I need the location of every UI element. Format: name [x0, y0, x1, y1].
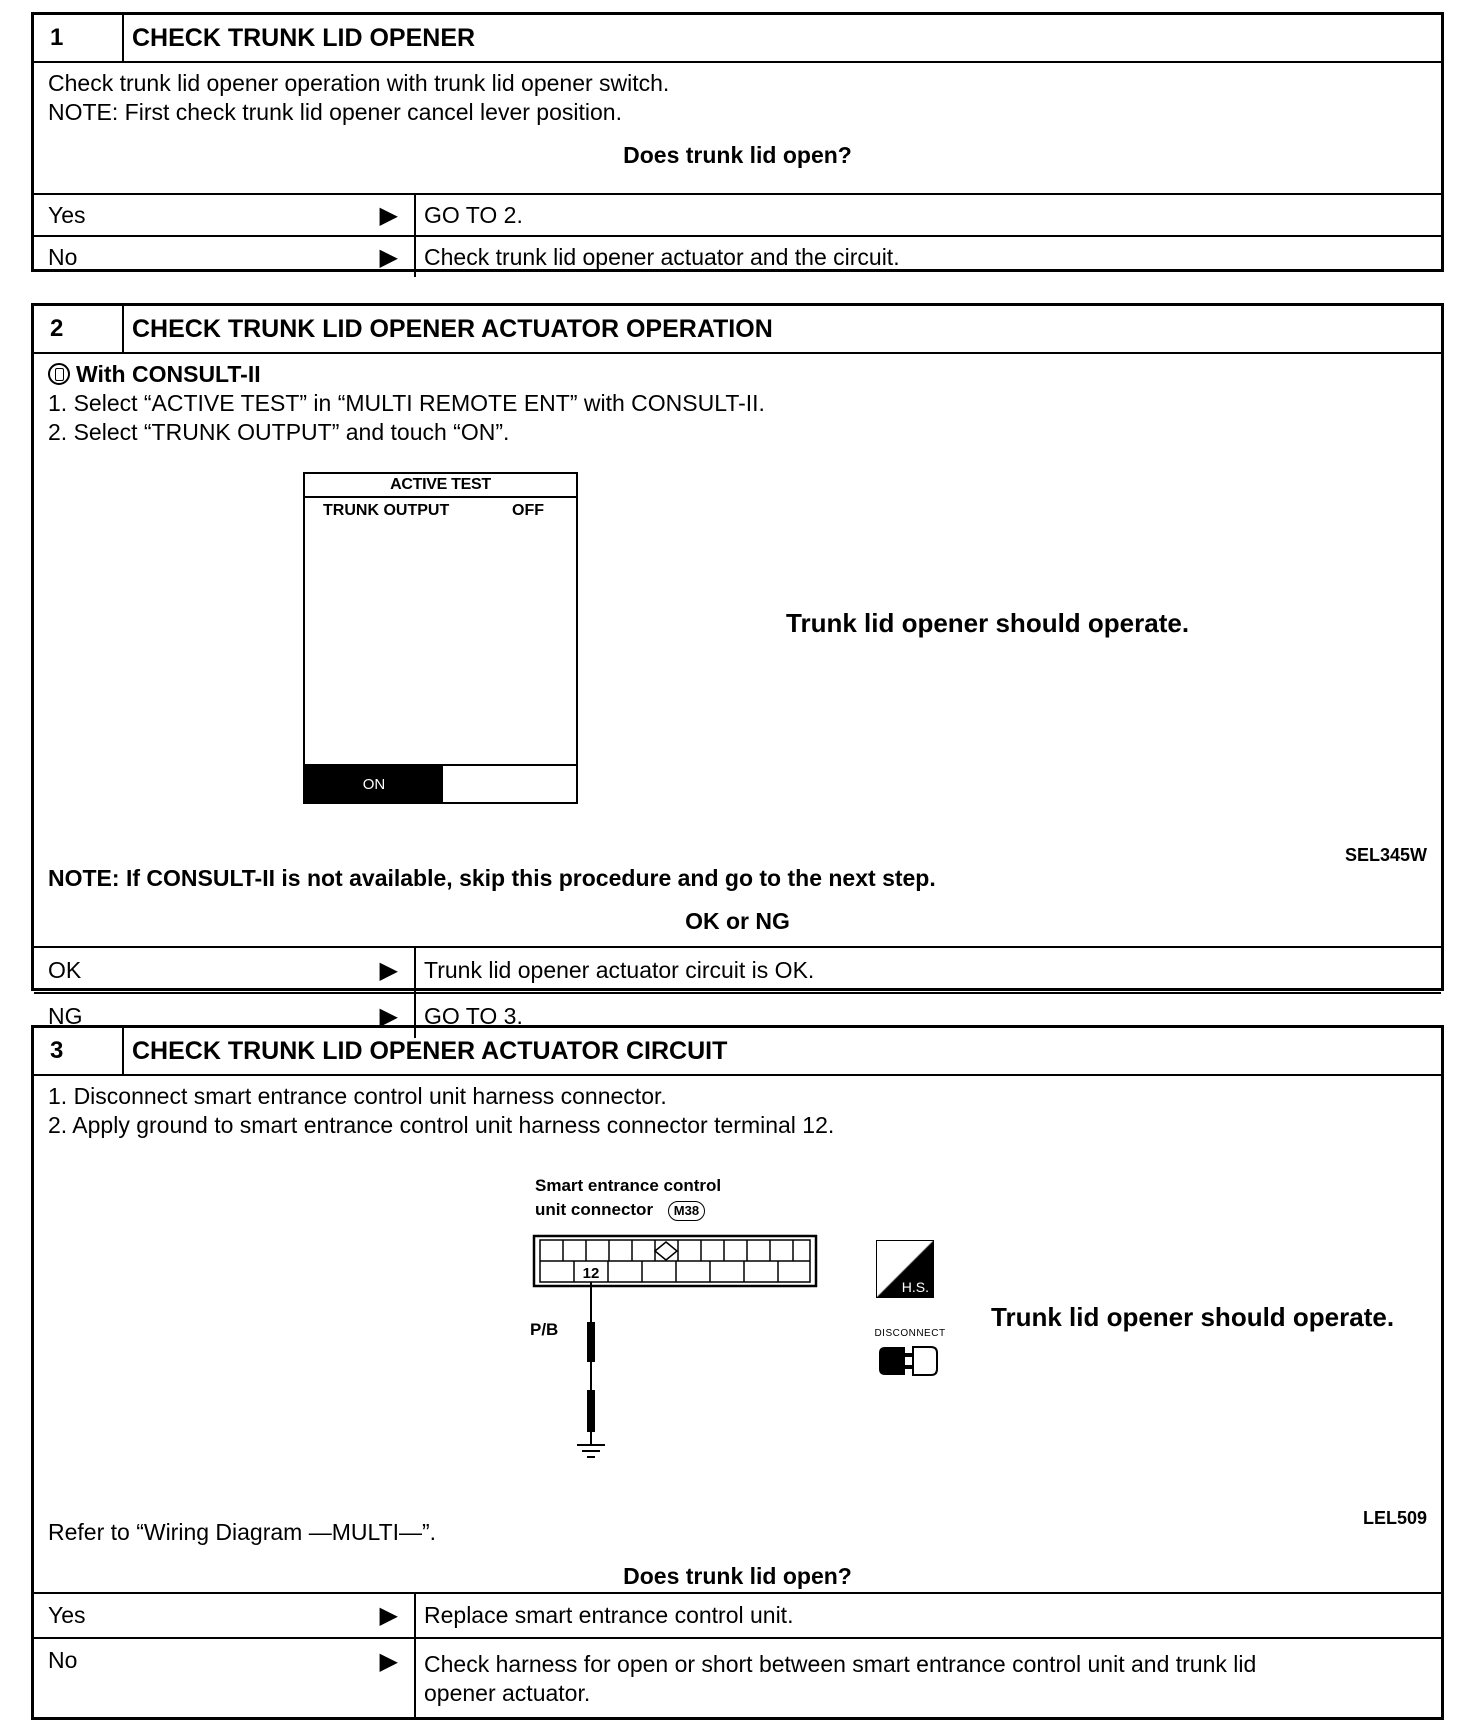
question: Does trunk lid open? [623, 1563, 852, 1589]
answer-result: Check harness for open or short between smart entrance control unit and trunk lid [424, 1650, 1257, 1677]
answer-label: No [48, 243, 78, 270]
step-number: 3 [34, 1028, 124, 1074]
instruction-line: 1. Select “ACTIVE TEST” in “MULTI REMOTE ENT” with CONSULT-II. [48, 390, 765, 416]
answer-label: No [48, 1647, 78, 1673]
consult-icon [48, 363, 70, 385]
answer-result: GO TO 2. [424, 201, 523, 228]
instruction-line: NOTE: First check trunk lid opener cancel lever position. [48, 99, 622, 125]
consult-heading: With CONSULT-II [76, 361, 261, 387]
step-number: 2 [34, 306, 124, 352]
step-title: CHECK TRUNK LID OPENER ACTUATOR OPERATION [132, 314, 773, 343]
connector-key [655, 1242, 677, 1260]
screen-item: TRUNK OUTPUT [323, 502, 450, 519]
figure-code: LEL509 [1362, 1508, 1427, 1528]
connector-label-line: unit connector [535, 1200, 654, 1219]
answer-row-no [34, 1637, 1441, 1718]
figure-code: SEL345W [1344, 845, 1427, 865]
disconnect-label: DISCONNECT [874, 1328, 946, 1339]
step-title: CHECK TRUNK LID OPENER [132, 23, 476, 52]
answer-row-yes [34, 1592, 1441, 1637]
step-number: 1 [34, 15, 124, 61]
answer-row-yes [34, 193, 1441, 235]
step-title: CHECK TRUNK LID OPENER ACTUATOR CIRCUIT [132, 1036, 728, 1065]
connector-diagram [530, 1230, 830, 1470]
probe-upper [587, 1322, 595, 1362]
terminal-number: 12 [582, 1265, 600, 1282]
consult-screen [303, 472, 578, 804]
instruction-line: 2. Apply ground to smart entrance control unit harness connector terminal 12. [48, 1112, 835, 1138]
step-2-body [34, 354, 1441, 934]
answer-label: Yes [48, 201, 86, 228]
arrow-right-icon: ▶ [379, 1602, 398, 1629]
hs-icon [876, 1240, 934, 1298]
step-2-header [34, 306, 1441, 354]
arrow-right-icon: ▶ [379, 201, 398, 229]
answer-result: Trunk lid opener actuator circuit is OK. [424, 956, 815, 983]
note: NOTE: If CONSULT-II is not available, skip this procedure and go to the next step. [48, 865, 936, 891]
step-1-body [34, 63, 1441, 193]
instruction-line: Check trunk lid opener operation with trunk lid opener switch. [48, 70, 670, 96]
step-1-header [34, 15, 1441, 63]
answer-row-ok [34, 946, 1441, 992]
step-1-box [31, 12, 1444, 272]
answer-result: opener actuator. [424, 1679, 591, 1706]
connector-code-badge: M38 [668, 1201, 705, 1221]
result-text: Trunk lid opener should operate. [991, 1302, 1395, 1332]
refer-text: Refer to “Wiring Diagram —MULTI—”. [48, 1519, 437, 1545]
screen-item-value: OFF [512, 502, 544, 519]
wire-color-label: P/B [530, 1320, 559, 1339]
connector-label-line: Smart entrance control [535, 1176, 722, 1195]
question: Does trunk lid open? [623, 142, 852, 168]
hs-label: H.S. [901, 1279, 929, 1295]
answer-result: GO TO 3. [424, 1002, 523, 1029]
question: OK or NG [685, 908, 790, 934]
answer-result: Check trunk lid opener actuator and the circuit. [424, 243, 900, 270]
on-button[interactable]: ON [305, 766, 443, 802]
instruction-line: 1. Disconnect smart entrance control unit harness connector. [48, 1083, 667, 1109]
answer-label: NG [48, 1002, 83, 1029]
answer-result: Replace smart entrance control unit. [424, 1602, 794, 1628]
answer-label: OK [48, 956, 82, 983]
plug-icon [875, 1339, 945, 1383]
arrow-right-icon: ▶ [379, 956, 398, 984]
answer-label: Yes [48, 1602, 86, 1628]
answer-row-no [34, 235, 1441, 277]
instruction-line: 2. Select “TRUNK OUTPUT” and touch “ON”. [48, 419, 510, 445]
step-2-box [31, 303, 1444, 1030]
arrow-right-icon: ▶ [379, 243, 398, 271]
probe-lower [587, 1390, 595, 1432]
screen-title: ACTIVE TEST [305, 474, 576, 498]
arrow-right-icon: ▶ [379, 1648, 398, 1675]
disconnect-icon [870, 1328, 950, 1388]
connector-label [535, 1174, 721, 1222]
result-text: Trunk lid opener should operate. [786, 608, 1190, 638]
step-3-header [34, 1028, 1441, 1076]
arrow-right-icon: ▶ [379, 1002, 398, 1030]
